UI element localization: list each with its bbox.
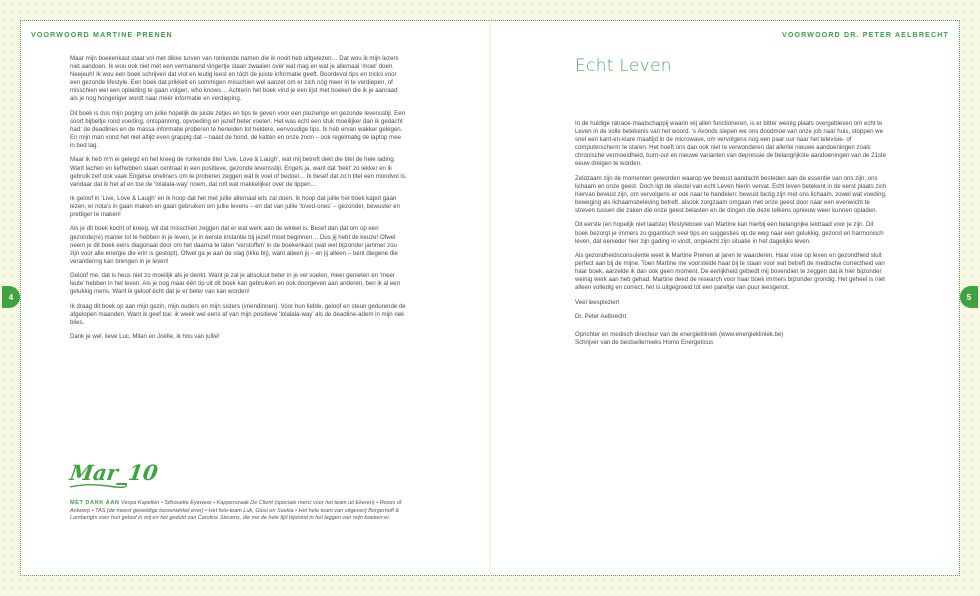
paragraph: Dit boek is dus mijn poging om jullie hopelijk de juiste zetjes en tips te geven voor een plezierige en gezonde levensstijl. Een soort bijbeltje rond voeding, ontspanning, opvoeding en jezelf beter voelen. Het was echt een stuk moeilijker dan ik gedacht had: de deadlines en de massa informatie proberen te herleiden tot heldere, eenvoudige tips. Ik heb ervan wakker gelegen. En mijn man vond het niet altijd even grappig dat – naast de hond, de katten en onze zoon – ook regelmatig de laptop mee in bed lag. [70, 109, 406, 150]
acknowledgements [70, 500, 407, 523]
foreword-text-column [70, 55, 407, 347]
running-head-left: VOORWOORD MARTINE PRENEN [31, 32, 173, 39]
acknowledgements-label: MET DANK AAN [70, 500, 120, 506]
signature-underline [68, 482, 128, 490]
paragraph: In de huidige ratrace-maatschappij waarin wij allen functioneren, is er bitter weinig plaats overgebleven om echt te Leven in de volle betekenis van het woord. 's Avonds slepen we ons doodmoe van onze job naar huis, stoppen we snel een kant-en-klare maaltijd in de microwave, om vervolgens nog een paar uur naar het televisie- of computerscherm te staren. Het hoeft ons dan ook niet te verwonderen dat allerlei nieuwe aandoeningen zoals chronische vermoeidheid, burn-out en nieuwe varianten van depressie de belangrijkste aandoeningen van de 21ste eeuw dreigen te worden. [575, 120, 886, 168]
paragraph: Ik draag dit boek op aan mijn gezin, mijn ouders en mijn sisters (vriendinnen). Voor hun liefde, geloof en steun gedurende de afgelopen maanden. Want ik geef toe: ik week wel eens af van mijn positieve ‘lolalala-way’ als de deadline-adem in mijn nek blies. [70, 302, 406, 326]
author-credentials [575, 331, 888, 347]
chapter-title: Echt Leven [575, 56, 672, 76]
closing-line: Veel leesplezier! [575, 298, 620, 306]
page-number-left: 4 [2, 286, 20, 308]
paragraph: Als gezondheidsconsulente weet ik Martine Prenen al jaren te waarderen. Haar visie op leven en gezondheid sluit perfect aan bij de mijne. Toen Martine me voorstelde haar bij te staan voor wat betreft de medische correctheid van haar boek, aarzelde ik dan ook geen moment. De eerlijkheid gebiedt mij bovendien te zeggen dat ik hier bijzonder weinig werk aan heb gehad. Martine deed de research voor haar boek immers bijzonder grondig. Het geheel is niet alleen volledig en correct, het is uitgegroeid tot een pareltje van puur leesgenot. [575, 251, 885, 292]
paragraph: Dank je wel, lieve Luc, Milan en Joëlle, ik hou van jullie! [70, 333, 220, 341]
preface-text-column [575, 120, 888, 353]
acknowledgements-text: Vespa Kapellen • Silhouette Eyewear • Kapperszaak De Client (speciale merci voor het team uit Ekeren) • Roses of Antwerp • TAS (de meest geweldige tasserwinkel ever) • Het foto-team Luk, Giusi en Saskia • Het hele team van uitgeverij Borgerhoff & Lamberigts voor hun geloof in mij en het geduld van Caroline Stevens, die me de hele tijd bijstond in het leggen van mijn boeken-ei. [70, 500, 402, 522]
running-head-right: VOORWOORD DR. PETER AELBRECHT [781, 32, 949, 39]
paragraph: Ik geloof in ‘Live, Love & Laugh’ en ik hoop dat het met jullie allemaal iets zal doen. Ik hoop dat jullie het boek kapot gaan lezen, er nota's in gaan maken en gaan gebruiken om jullie levens – en dat van jullie ‘loved-ones’ – gezonder, bewuster en prettiger te maken! [70, 194, 400, 219]
paragraph: Maar mijn boekenkast staat vol met dikke turven van ronkende namen die ik nooit heb uitgelezen… Dat wou ik mijn lezers niet aandoen. Ik wou ook niet met een vermanend vingertje staan zwaaien over wat mag en wat je allemaal ‘moet’ doen. Neejeuh! Ik wou een boek schrijven dat vlot en leutig leest en tóch de juiste informatie geeft. Boordevol tips en tricks voor een gezonde lifestyle. Een boek dat prikkelt en sommigen misschien wel aanzet om er zich nóg meer in te verdiepen, of misschien wel een opleiding te gaan volgen, who knows… Achterin het boek vind je een lijst met boeken die ik je aanraad als je nog hongeriger wordt naar méér informatie en verdieping. [70, 55, 399, 103]
paragraph: Zeldzaam zijn de momenten geworden waarop we bewust aandacht besteden aan de essentie van ons zijn: ons lichaam en onze geest. Doch ligt de sleutel van echt Leven hierin vervat. Echt leven betekent in de eerst plaats zich hiervan bewust zijn, om vervolgens er ook naar te handelen: bewust bezig zijn met ons lichaam, zowel wat voeding, beweging als lichaamsbeleving betreft. alsook zorgzaam omgaan met onze geest door naar een evenwicht te streven tussen die zaken die onze geest belasten en de dingen die deze telkens opnieuw weer kunnen opladen. [575, 174, 887, 215]
paragraph: Maar ik heb m'n ei gelegd en het kreeg de ronkende titel ‘Live, Love & Laugh’, wat mij betreft dekt die titel de hele lading. Want lachen en liefhebben staan centraal in een positieve, gezonde levensstijl. Engels ja, want dat ‘bekt’ zo lekker en ik gebruik zelf ook vaak Engelse oneliners om te proberen zeggen wat ik voel of bedoel… Ik besef dat zo'n titel een mondvol is, vandaar dat ik het af en toe de ‘lolalala-way’ noem, dat rolt wat makkelijker over de lippen… [70, 156, 407, 188]
author-credential-line: Oprichter en medisch directeur van de energiekliniek (www.energiekliniek.be) [575, 330, 784, 338]
paragraph: Geloof me, dat is heus niet zo moeilijk als je denkt. Want je zal je absoluut beter in je vel voelen, meer genieten en ‘meer leute’ hebben in het leven. Als je nog maar één tip uit dit boek kan gebruiken en ook doorgeven aan anderen, ben ik al een gelukkig mens. Want ik geloof écht dat je er beter van kan worden! [70, 272, 401, 296]
paragraph: Dit eerste (en hopelijk niet laatste) lifestyleboek van Martine kan hierbij een belangrijke leidraad voor je zijn. Dit boek bezorgt je immers zo gigantisch veel tips en suggesties op de weg naar een gelukkig, gezond en harmonisch leven, dat eenieder hier zijn gading in vindt, ongeacht zijn situatie in het dagelijks leven. [575, 221, 884, 245]
author-name: Dr. Peter Aelbrecht [575, 312, 627, 320]
author-credential-line: Schrijver van de bestsellerreeks Homo Energeticus [575, 339, 714, 346]
signature: Mar_10 [68, 460, 160, 485]
paragraph: Als je dit boek kocht of kreeg, wil dat misschien zeggen dat er wat werk aan de winkel is. Besef dan dat om op een gezonde(re) manier lol te hebben in je leven, je in eerste instantie bij jezelf moet beginnen… Dus jij hebt de keuze! Ofwel neem je dit boek eens diagonaal door om het daarna te laten ‘verstoffen’ in de boekenkast (wat wel bijzonder jammer zou zijn voor alle energie die erin is gestopt). Ofwel ga je aan de slag (ikke bij), want alleen jij – en jij alleen – bent diegene die verandering kan brengen in je leven! [70, 225, 398, 265]
page-number-right: 5 [960, 286, 978, 308]
